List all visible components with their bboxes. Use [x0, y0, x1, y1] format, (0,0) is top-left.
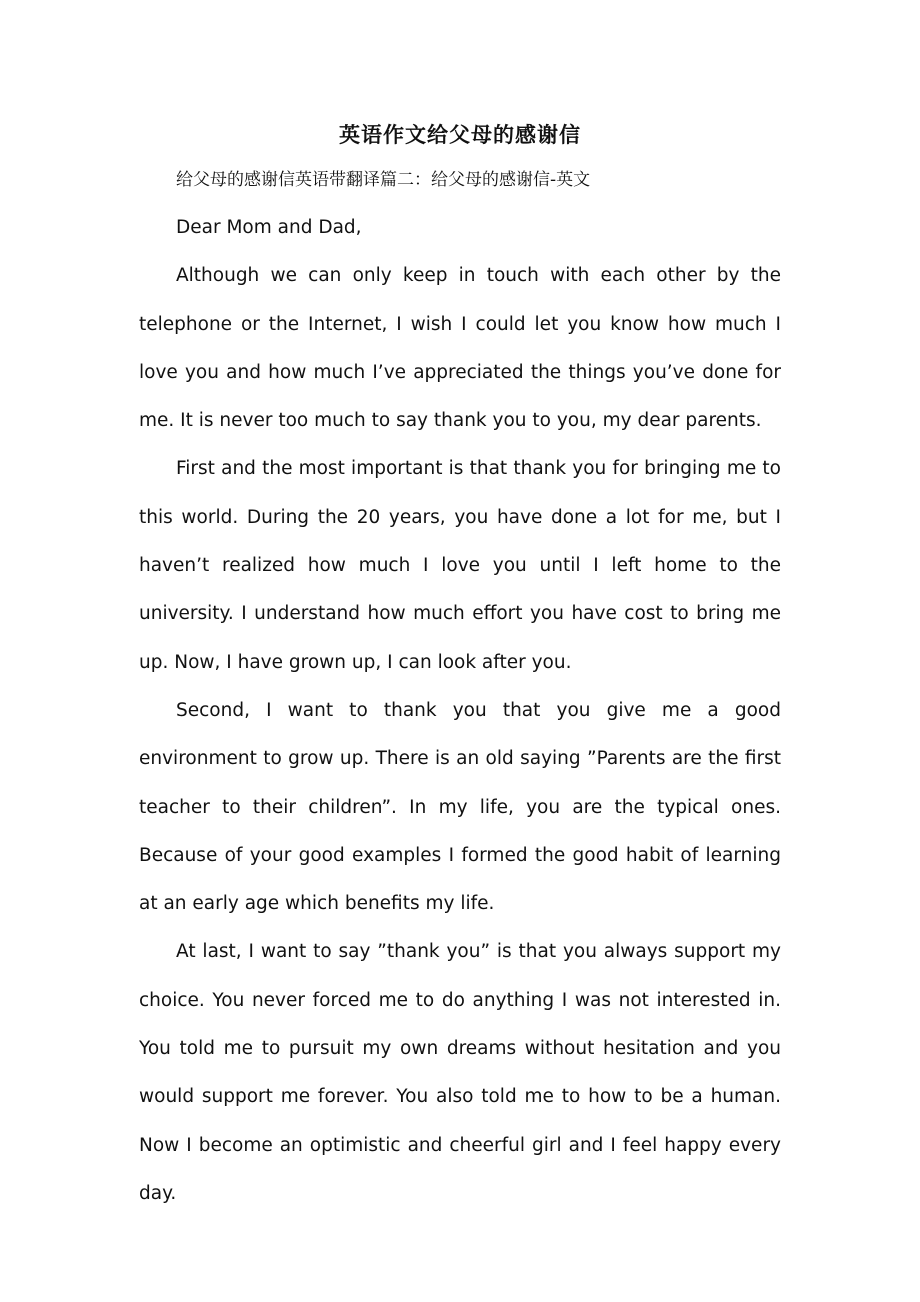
letter-paragraph-3: Second, I want to thank you that you give me a good environment to grow up. There is an old saying ”Parents are the first teacher to their children”. In my life, you are the typical ones. Because of your good examples I formed the good habit of learning at an early age which benefits my life.: [139, 699, 781, 915]
letter-paragraph-4: At last, I want to say ”thank you” is that you always support my choice. You never forced me to do anything I was not interested in. You told me to pursuit my own dreams without hesitation and you would support me forever. You also told me to how to be a human. Now I become an optimistic and cheerful girl and I feel happy every day.: [139, 941, 781, 1204]
document-title: 英语作文给父母的感谢信: [339, 123, 581, 147]
document-subtitle: 给父母的感谢信英语带翻译篇二：给父母的感谢信-英文: [176, 170, 591, 190]
letter-salutation: Dear Mom and Dad,: [176, 217, 362, 238]
letter-paragraph-1: Although we can only keep in touch with each other by the telephone or the Internet, I wish I could let you know how much I love you and how much I’ve appreciated the things you’ve done for me. It is never too much to say thank you to you, my dear parents.: [139, 265, 781, 432]
document-body: [139, 114, 781, 1218]
letter-paragraph-2: First and the most important is that thank you for bringing me to this world. During the 20 years, you have done a lot for me, but I haven’t realized how much I love you until I left home to the university. I understand how much effort you have cost to bring me up. Now, I have grown up, I can look after you.: [139, 458, 781, 673]
